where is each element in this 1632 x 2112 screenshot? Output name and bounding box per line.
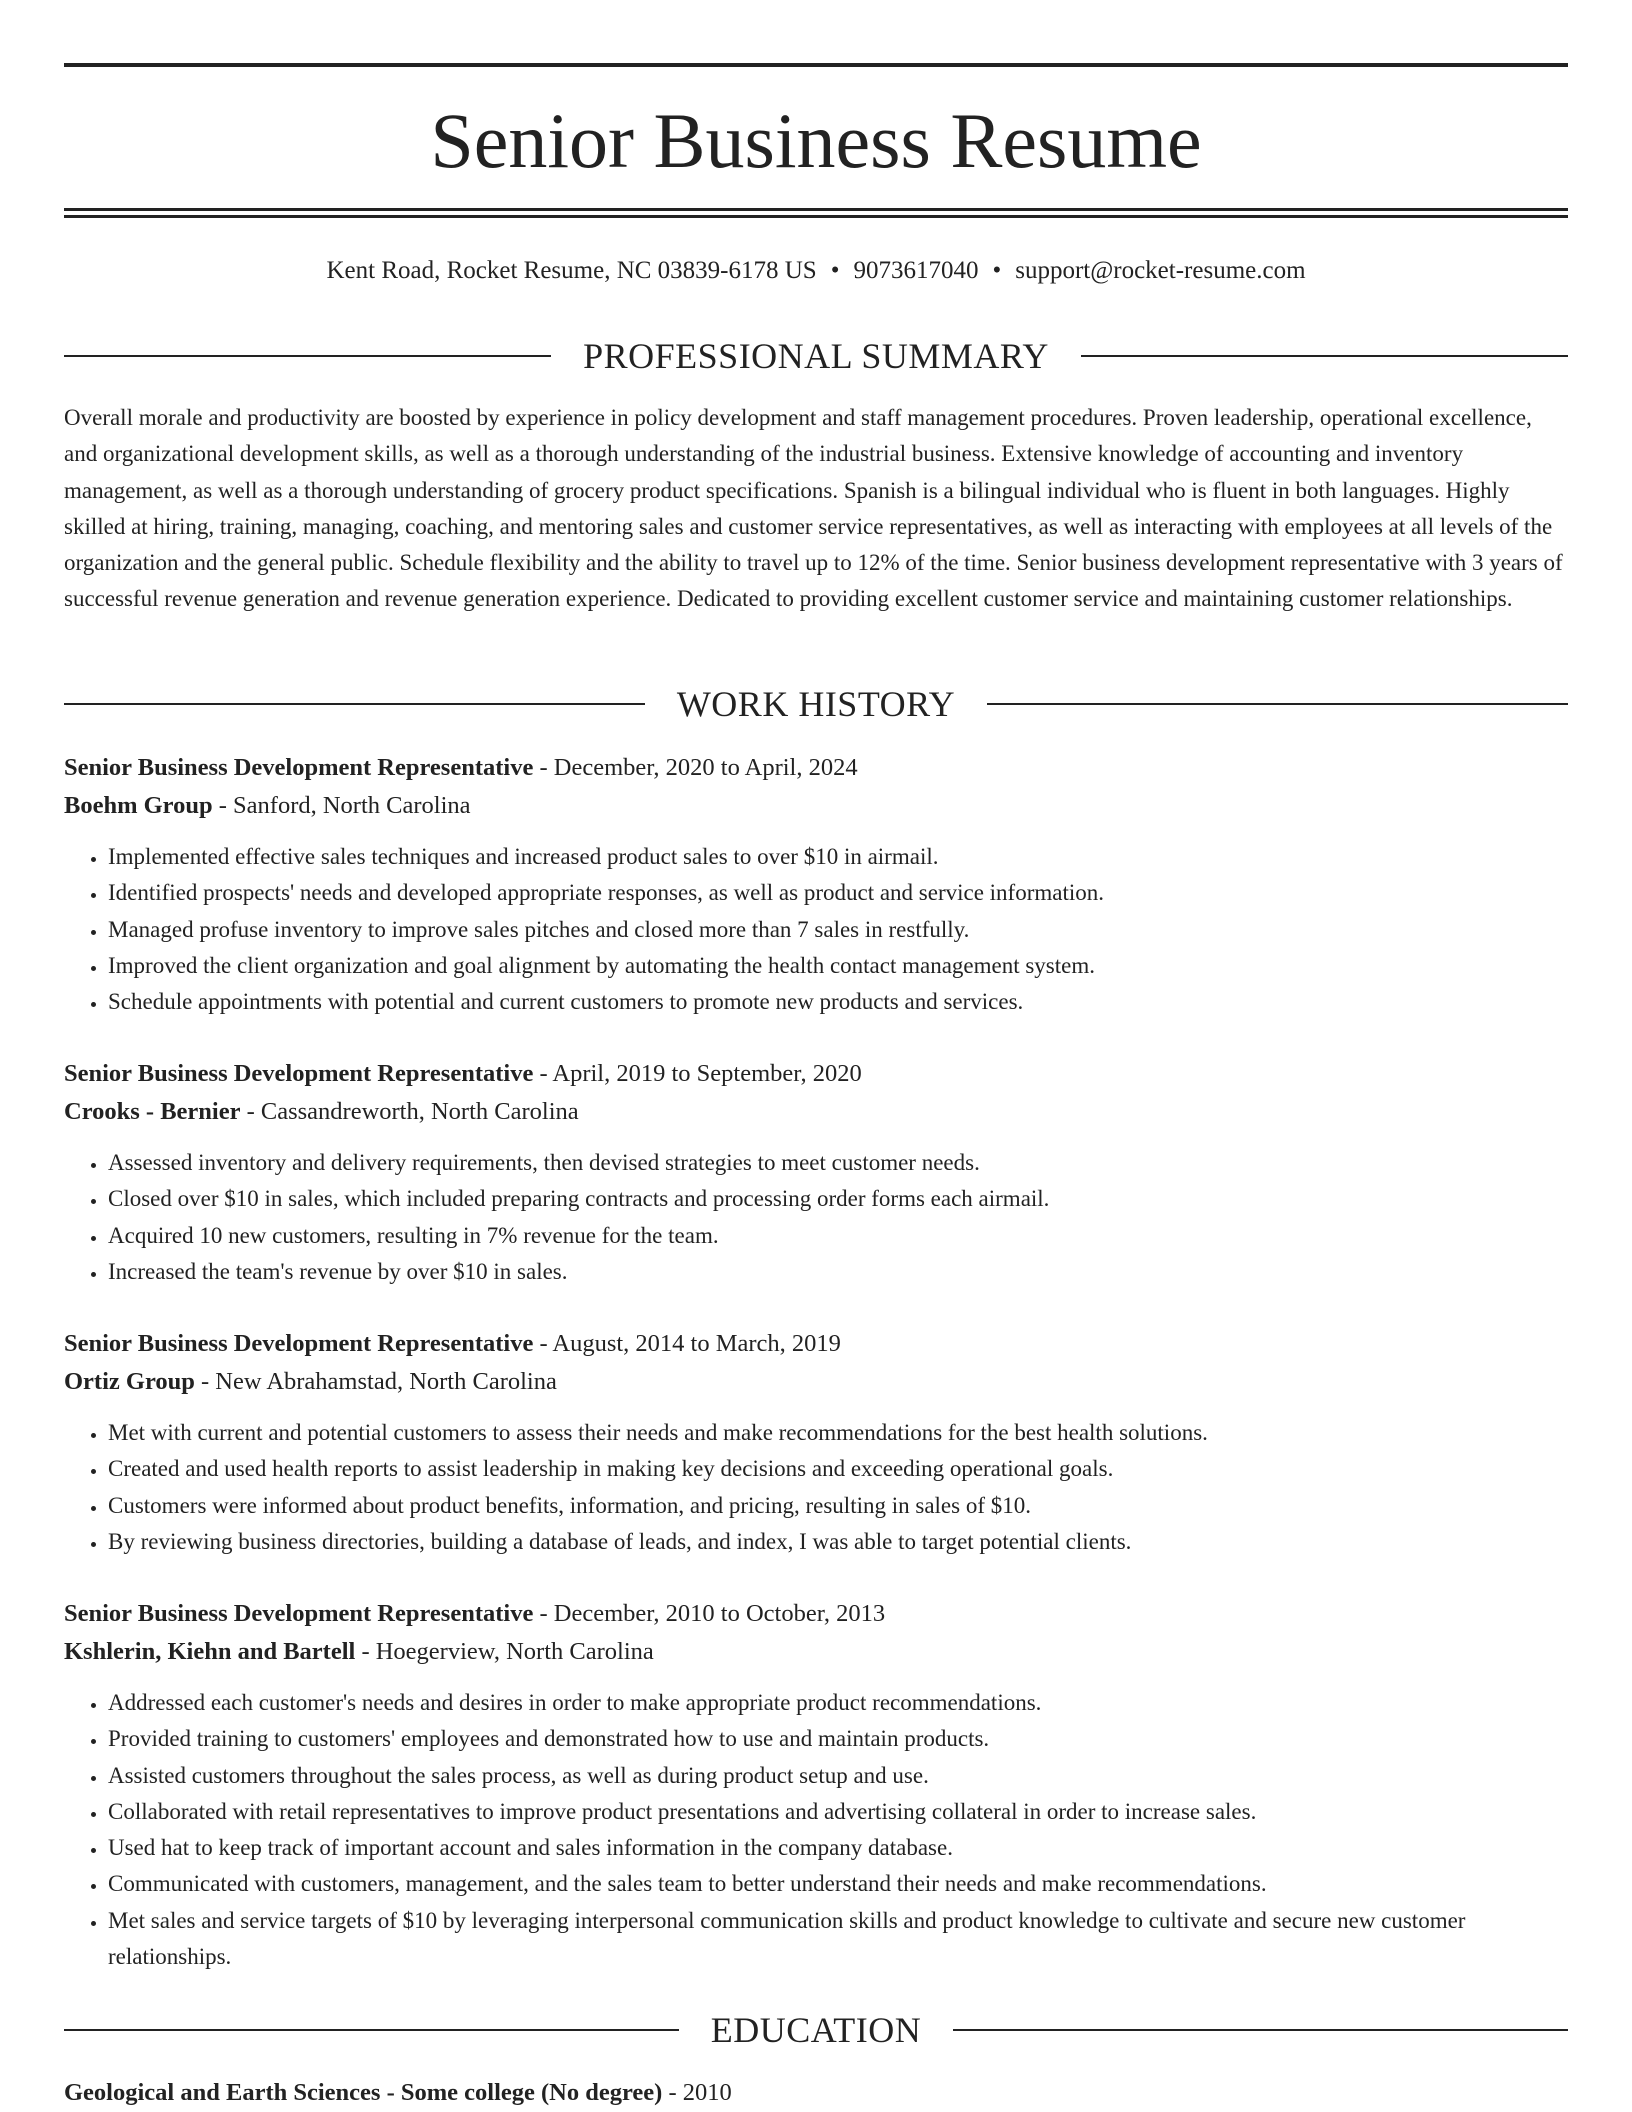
job-entry (64, 1055, 1568, 1290)
job-company: Kshlerin, Kiehn and Bartell (64, 1638, 356, 1665)
job-bullet: • Met with current and potential customers to assess their needs and make recommendations for the best health solutions. (108, 1415, 1568, 1451)
heading-rule-left (64, 355, 551, 357)
job-dates: - December, 2020 to April, 2024 (539, 754, 858, 781)
job-bullet: • Improved the client organization and goal alignment by automating the health contact management system. (108, 948, 1568, 984)
job-entry (64, 1325, 1568, 1560)
job-bullet: • By reviewing business directories, building a database of leads, and index, I was able to target potential clients. (108, 1524, 1568, 1560)
contact-separator: • (830, 257, 840, 284)
job-title: Senior Business Development Representative (64, 1330, 534, 1357)
top-divider (64, 63, 1568, 67)
job-entry (64, 1595, 1568, 1975)
job-company-line (64, 1363, 1568, 1401)
job-bullet: • Managed profuse inventory to improve sales pitches and closed more than 7 sales in restfully. (108, 912, 1568, 948)
job-title: Senior Business Development Representative (64, 754, 534, 781)
job-title-line (64, 1325, 1568, 1363)
section-heading-education (64, 2008, 1568, 2052)
heading-rule-right (1081, 355, 1568, 357)
job-bullet: • Identified prospects' needs and developed appropriate responses, as well as product and service information. (108, 875, 1568, 911)
job-location: - Hoegerview, North Carolina (361, 1638, 654, 1665)
heading-rule-left (64, 703, 645, 705)
section-heading-label: WORK HISTORY (676, 684, 956, 724)
job-title: Senior Business Development Representative (64, 1060, 534, 1087)
summary-paragraph: Overall morale and productivity are boosted by experience in policy development and staff management procedures. Proven leadership, operational excellence, and organizational development skills, as well as a thorough understanding of the industrial business. Extensive knowledge of accounting and inventory management, as well as a thorough understanding of grocery product specifications. Spanish is a bilingual individual who is fluent in both languages. Highly skilled at hiring, training, managing, coaching, and mentoring sales and customer service representatives, as well as interacting with employees at all levels of the organization and the general public. Schedule flexibility and the ability to travel up to 12% of the time. Senior business development representative with 3 years of successful revenue generation and revenue generation experience. Dedicated to providing excellent customer service and maintaining customer relationships. (64, 405, 1563, 612)
job-bullet: • Addressed each customer's needs and desires in order to make appropriate product recommendations. (108, 1685, 1568, 1721)
education-year: - 2010 (668, 2079, 732, 2106)
job-company-line (64, 1633, 1568, 1671)
job-company: Ortiz Group (64, 1368, 195, 1395)
heading-rule-right (987, 703, 1568, 705)
education-degree: Geological and Earth Sciences - Some college (No degree) (64, 2079, 663, 2106)
job-bullet: • Created and used health reports to assist leadership in making key decisions and exceeding operational goals. (108, 1451, 1568, 1487)
heading-rule-right (953, 2029, 1568, 2031)
job-title-line (64, 1055, 1568, 1093)
job-company-line (64, 1093, 1568, 1131)
job-dates: - August, 2014 to March, 2019 (539, 1330, 841, 1357)
job-dates: - April, 2019 to September, 2020 (539, 1060, 862, 1087)
job-location: - Sanford, North Carolina (218, 792, 471, 819)
job-location: - New Abrahamstad, North Carolina (201, 1368, 557, 1395)
job-bullet: • Used hat to keep track of important account and sales information in the company database. (108, 1830, 1568, 1866)
job-bullet: • Met sales and service targets of $10 by leveraging interpersonal communication skills and product knowledge to cultivate and secure new customer relationships. (108, 1903, 1568, 1976)
job-title-line (64, 1595, 1568, 1633)
job-company: Boehm Group (64, 792, 213, 819)
job-location: - Cassandreworth, North Carolina (246, 1098, 579, 1125)
job-dates: - December, 2010 to October, 2013 (539, 1600, 886, 1627)
section-heading-work-history (64, 682, 1568, 726)
section-heading-label: EDUCATION (710, 2010, 922, 2050)
contact-address: Kent Road, Rocket Resume, NC 03839-6178 US (326, 257, 817, 284)
job-bullet: • Customers were informed about product benefits, information, and pricing, resulting in sales of $10. (108, 1488, 1568, 1524)
contact-email: support@rocket-resume.com (1015, 257, 1306, 284)
education-entry (64, 2074, 1568, 2112)
job-bullet: • Closed over $10 in sales, which included preparing contracts and processing order forms each airmail. (108, 1181, 1568, 1217)
job-bullet: • Communicated with customers, management, and the sales team to better understand their needs and make recommendations. (108, 1866, 1568, 1902)
job-bullet-list (64, 1685, 1568, 1975)
contact-line (64, 255, 1568, 287)
contact-phone: 9073617040 (853, 257, 979, 284)
job-bullet: • Implemented effective sales techniques and increased product sales to over $10 in airmail. (108, 839, 1568, 875)
section-heading-label: PROFESSIONAL SUMMARY (583, 336, 1049, 376)
job-bullet-list (64, 1415, 1568, 1560)
job-company-line (64, 787, 1568, 825)
job-bullet: • Collaborated with retail representatives to improve product presentations and advertising collateral in order to increase sales. (108, 1794, 1568, 1830)
job-title-line (64, 749, 1568, 787)
job-bullet-list (64, 839, 1568, 1020)
job-bullet: • Assisted customers throughout the sales process, as well as during product setup and use. (108, 1758, 1568, 1794)
job-bullet: • Acquired 10 new customers, resulting in 7% revenue for the team. (108, 1218, 1568, 1254)
job-bullet: • Schedule appointments with potential and current customers to promote new products and services. (108, 984, 1568, 1020)
job-bullet-list (64, 1145, 1568, 1290)
section-heading-summary (64, 334, 1568, 378)
title-double-divider (64, 208, 1568, 218)
job-bullet: • Provided training to customers' employees and demonstrated how to use and maintain products. (108, 1721, 1568, 1757)
contact-separator: • (992, 257, 1002, 284)
job-bullet: • Increased the team's revenue by over $10 in sales. (108, 1254, 1568, 1290)
job-entry (64, 749, 1568, 1020)
heading-rule-left (64, 2029, 679, 2031)
job-company: Crooks - Bernier (64, 1098, 241, 1125)
resume-title: Senior Business Resume (430, 97, 1202, 184)
job-bullet: • Assessed inventory and delivery requirements, then devised strategies to meet customer needs. (108, 1145, 1568, 1181)
job-title: Senior Business Development Representative (64, 1600, 534, 1627)
